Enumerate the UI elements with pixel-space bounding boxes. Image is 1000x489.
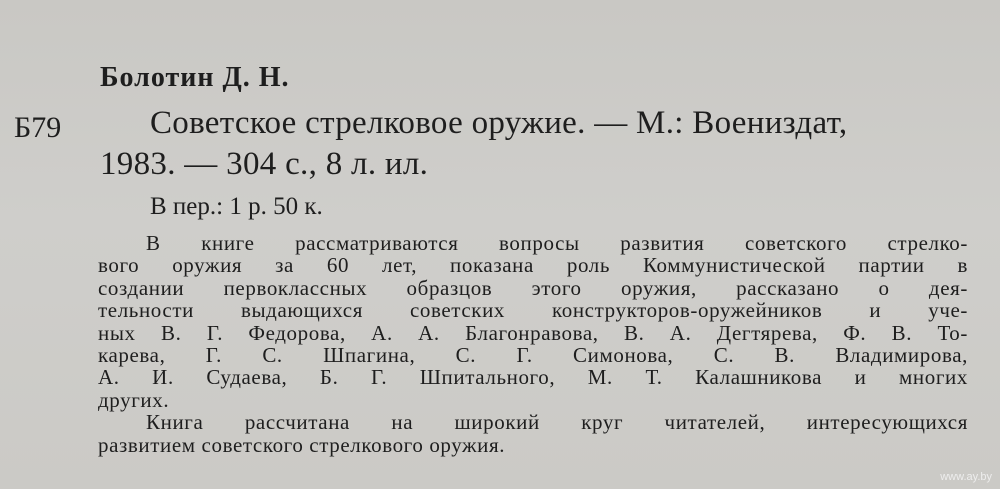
author-name: Болотин Д. Н. bbox=[100, 62, 290, 93]
abstract-text bbox=[98, 232, 968, 456]
catalog-code: Б79 bbox=[14, 111, 62, 144]
abstract-line: А. И. Судаева, Б. Г. Шпитального, М. Т. Калашникова и многих bbox=[98, 365, 968, 390]
site-watermark: www.ay.by bbox=[940, 471, 992, 483]
abstract-line: ных В. Г. Федорова, А. А. Благонравова, В. А. Дегтярева, Ф. В. То- bbox=[98, 320, 968, 345]
abstract-line: Книга рассчитана на широкий круг читателей, интересующихся bbox=[146, 410, 968, 435]
abstract-line: карева, Г. С. Шпагина, С. Г. Симонова, С. В. Владимирова, bbox=[98, 343, 968, 368]
abstract-line: тельности выдающихся советских конструкторов-оружейников и уче- bbox=[98, 298, 968, 323]
abstract-line: В книге рассматриваются вопросы развития советского стрелко- bbox=[146, 231, 968, 255]
abstract-line: развитием советского стрелкового оружия. bbox=[98, 432, 506, 457]
abstract-line: создании первоклассных образцов этого оружия, рассказано о дея- bbox=[98, 275, 968, 300]
abstract-line: других. bbox=[98, 387, 170, 412]
price-line: В пер.: 1 р. 50 к. bbox=[150, 193, 323, 220]
abstract-line: вого оружия за 60 лет, показана роль Коммунистической партии в bbox=[98, 253, 968, 278]
publication-details-line: 1983. — 304 с., 8 л. ил. bbox=[100, 146, 429, 182]
book-title-line: Советское стрелковое оружие. — М.: Воениздат, bbox=[150, 105, 848, 141]
